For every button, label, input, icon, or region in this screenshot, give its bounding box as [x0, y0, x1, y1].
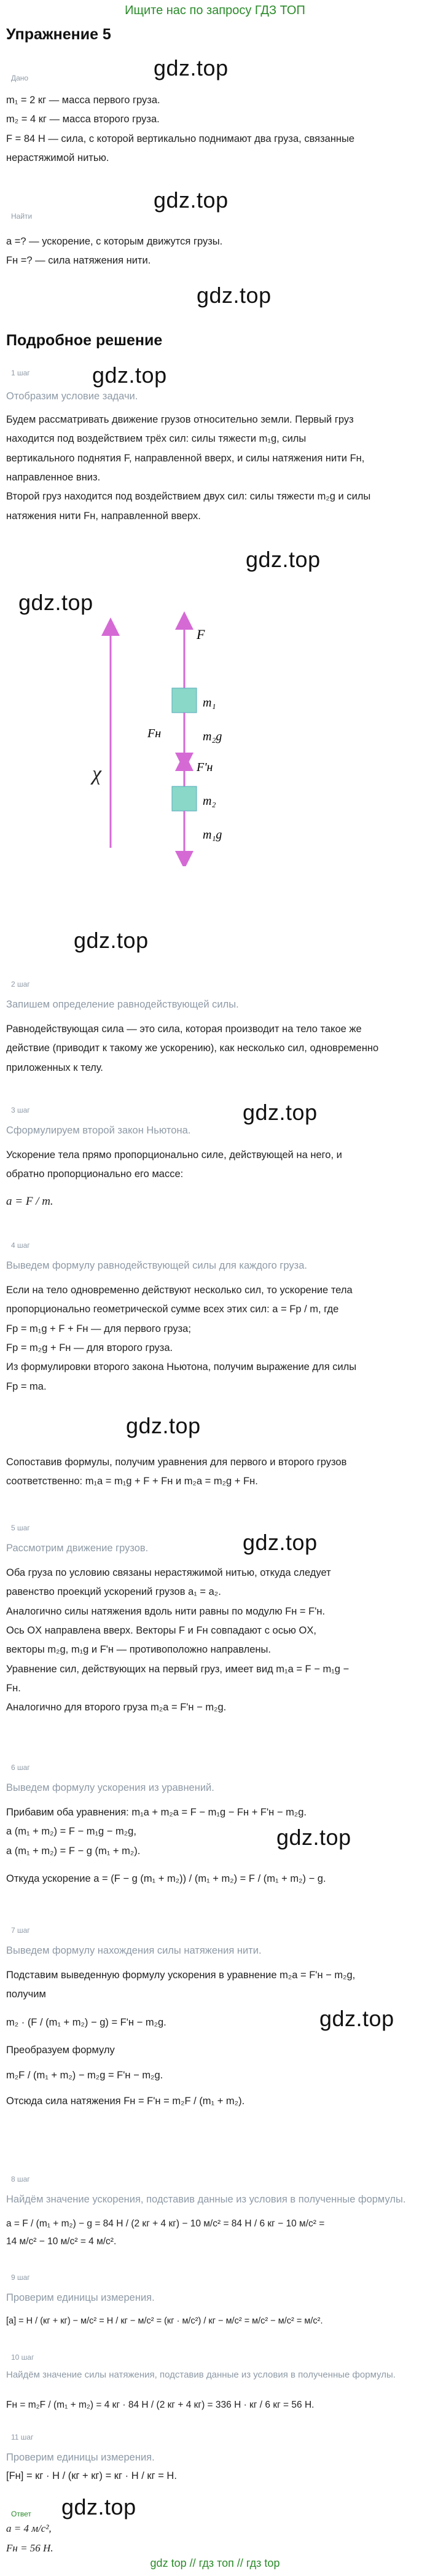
step-line: обратно пропорционально его массе: [6, 1169, 184, 1180]
step-body [6, 2313, 323, 2330]
watermark: gdz.top [154, 55, 229, 80]
step-line: 14 м/с² − 10 м/с² = 4 м/с². [6, 2236, 117, 2247]
step-line: Откуда ускорение a = (F − g (m₁ + m₂)) / (m₁ + m₂) = F / (m₁ + m₂) − g. [6, 1873, 326, 1885]
find-line: a =? — ускорение, с которым движутся грузы. [6, 236, 223, 247]
step-line: Ось OX направлена вверх. Векторы F и Fн совпадают с осью OX, [6, 1625, 316, 1637]
step-line: соответственно: m₁a = m₁g + F + Fн и m₂a = m₂g + Fн. [6, 1476, 258, 1487]
mass-1-label: m₁ [203, 696, 216, 710]
step-line: натяжения нити Fн, направленной вверх. [6, 510, 201, 522]
step-line: Подставим выведенную формулу ускорения в уравнение m₂a = F'н − m₂g, [6, 1970, 356, 1981]
answer-line: Fн = 56 H. [6, 2542, 53, 2554]
watermark: gdz.top [61, 2494, 136, 2519]
step-line: Сопоставив формулы, получим уравнения для первого и второго грузов [6, 1457, 347, 1468]
solution-title: Подробное решение [6, 332, 163, 349]
step-line: Fн. [6, 1683, 21, 1694]
given-line: нерастяжимой нитью. [6, 152, 109, 164]
step-line: приложенных к телу. [6, 1062, 103, 1073]
find-label: Найти [11, 212, 33, 221]
step-line: пропорционально геометрической сумме всех этих сил: a = Fp / m, где [6, 1304, 339, 1315]
step-note: Проверим единицы измерения. [6, 2292, 155, 2303]
step-line: Второй груз находится под воздействием двух сил: силы тяжести m₂g и силы [6, 491, 371, 503]
step-line: Fp = m₂g + Fн — для второго груза. [6, 1342, 173, 1354]
step-line: Оба груза по условию связаны нерастяжимой нитью, откуда следует [6, 1567, 331, 1578]
find-line: Fн =? — сила натяжения нити. [6, 255, 151, 267]
step-label: 1 шаг [11, 369, 30, 377]
step-line: получим [6, 1989, 46, 2000]
step-note: Рассмотрим движение грузов. [6, 1543, 149, 1554]
watermark: gdz.top [154, 187, 229, 213]
step-line: находится под воздействием трёх сил: силы тяжести m₁g, силы [6, 433, 307, 445]
step-body [6, 2215, 324, 2251]
step-line: Равнодействующая сила — это сила, которая производит на тело такое же [6, 1024, 362, 1035]
step-body [6, 1281, 356, 1396]
given-label: Дано [11, 74, 29, 82]
given-line: m₂ = 4 кг — масса второго груза. [6, 114, 160, 125]
watermark: gdz.top [92, 362, 167, 388]
watermark: gdz.top [276, 1825, 351, 1850]
step-body-cont [6, 1453, 346, 1492]
step-note: Запишем определение равнодействующей силы. [6, 999, 239, 1010]
step-label: 3 шаг [11, 1106, 30, 1114]
step-line: вертикального поднятия F, направленной вверх, и силы натяжения нити Fн, [6, 452, 365, 464]
answer-label: Ответ [11, 2510, 31, 2518]
given-block [6, 91, 354, 168]
step-line: a = F / (m₁ + m₂) − g = 84 H / (2 кг + 4 кг) − 10 м/с² = 84 H / 6 кг − 10 м/с² = [6, 2218, 325, 2229]
watermark: gdz.top [74, 928, 149, 953]
step-note: Проверим единицы измерения. [6, 2452, 155, 2463]
step-label: 2 шаг [11, 980, 30, 989]
step-line: Будем рассматривать движение грузов относительно земли. Первый груз [6, 414, 354, 425]
step-body [6, 1146, 342, 1213]
watermark: gdz.top [126, 1413, 201, 1438]
footer-links[interactable]: gdz top // гдз топ // гдз top [150, 2557, 280, 2569]
watermark: gdz.top [319, 2006, 394, 2031]
step-line: Fp = m₁g + F + Fн — для первого груза; [6, 1323, 191, 1334]
given-line: m₁ = 2 кг — масса первого груза. [6, 95, 160, 106]
step-label: 7 шаг [11, 1926, 30, 1935]
answer-line: a = 4 м/с², [6, 2523, 52, 2534]
watermark: gdz.top [18, 590, 93, 615]
step-line: a = F / m. [6, 1194, 53, 1208]
exercise-title: Упражнение 5 [6, 26, 111, 43]
step-label: 9 шаг [11, 2273, 30, 2282]
step-body [6, 410, 370, 526]
step-body [6, 1020, 378, 1078]
step-line: a (m₁ + m₂) = F − g (m₁ + m₂). [6, 1845, 141, 1857]
step-line: Отсюда сила натяжения Fн = F'н = m₂F / (m₁ + m₂). [6, 2095, 245, 2107]
step-line: a (m₁ + m₂) = F − m₁g − m₂g, [6, 1826, 136, 1838]
step-line: Преобразуем формулу [6, 2045, 115, 2056]
step-line: Аналогично для второго груза m₂a = F'н − m₂g. [6, 1702, 227, 1713]
mass-2-box [172, 786, 197, 811]
step-line: Fн = m₂F / (m₁ + m₂) = 4 кг · 84 H / (2 кг + 4 кг) = 336 H · кг / 6 кг = 56 H. [6, 2400, 315, 2410]
force-f-label: F [197, 627, 205, 642]
step-note: Найдём значение ускорения, подставив данные из условия в полученные формулы. [6, 2194, 406, 2205]
step-note: Сформулируем второй закон Ньютона. [6, 1125, 191, 1136]
step-label: 8 шаг [11, 2175, 30, 2183]
step-line: Если на тело одновременно действуют несколько сил, то ускорение тела [6, 1285, 353, 1296]
step-line: направленное вниз. [6, 472, 101, 483]
top-search-link[interactable]: Ищите нас по запросу ГДЗ ТОП [125, 4, 305, 17]
step-note: Выведем формулу нахождения силы натяжения нити. [6, 1945, 262, 1956]
step-body [6, 1966, 355, 2111]
chi-label: χ [92, 762, 101, 785]
step-label: 4 шаг [11, 1241, 30, 1250]
step-line: [a] = H / (кг + кг) − м/с² = H / кг − м/с² = (кг · м/с²) / кг − м/с² = м/с² − м/с² = м/с². [6, 2316, 323, 2326]
step-line: векторы m₂g, m₁g и F'н — противоположно направлены. [6, 1644, 271, 1656]
step-body [6, 2467, 177, 2486]
step-line: Ускорение тела прямо пропорционально силе, действующей на него, и [6, 1149, 342, 1161]
watermark: gdz.top [243, 1530, 318, 1555]
step-label: 5 шаг [11, 1524, 30, 1532]
mass-1-box [172, 688, 197, 713]
tension-2-label: F'н [197, 761, 213, 774]
tension-label: Fн [147, 727, 162, 740]
answer-block [6, 2519, 53, 2559]
m1g-label: m₁g [203, 828, 222, 842]
step-label: 11 шаг [11, 2433, 34, 2441]
step-label: 10 шаг [11, 2353, 34, 2362]
given-line: F = 84 H — сила, с которой вертикально поднимают два груза, связанные [6, 133, 355, 144]
step-line: [Fн] = кг · H / (кг + кг) = кг · H / кг = H. [6, 2470, 177, 2481]
step-line: Аналогично силы натяжения вдоль нити равны по модулю Fн = F'н. [6, 1605, 326, 1617]
m2g-label: m₂g [203, 730, 222, 743]
force-diagram [0, 608, 430, 866]
step-body [6, 1564, 349, 1718]
step-note: Выведем формулу ускорения из уравнений. [6, 1782, 214, 1793]
step-line: Fp = ma. [6, 1380, 47, 1392]
step-line: Из формулировки второго закона Ньютона, получим выражение для силы [6, 1361, 357, 1373]
step-line: Уравнение сил, действующих на первый груз, имеет вид m₁a = F − m₁g − [6, 1663, 350, 1675]
watermark: gdz.top [243, 1100, 318, 1125]
step-label: 6 шаг [11, 1763, 30, 1772]
step-line: действие (приводит к такому же ускорению), как несколько сил, одновременно [6, 1043, 379, 1054]
step-line: Прибавим оба уравнения: m₁a + m₂a = F − m₁g − Fн + F'н − m₂g. [6, 1807, 307, 1818]
step-line: m₂ · (F / (m₁ + m₂) − g) = F'н − m₂g. [6, 2016, 166, 2028]
step-note: Отобразим условие задачи. [6, 391, 138, 402]
mass-2-label: m₂ [203, 794, 216, 808]
watermark: gdz.top [246, 547, 321, 572]
step-line: m₂F / (m₁ + m₂) − m₂g = F'н − m₂g. [6, 2070, 163, 2081]
step-note: Найдём значение силы натяжения, подставив данные из условия в полученные формулы. [6, 2370, 396, 2380]
find-block [6, 232, 222, 271]
step-note: Выведем формулу равнодействующей силы для каждого груза. [6, 1260, 307, 1271]
step-line: равенство проекций ускорений грузов a₁ = a₂. [6, 1586, 221, 1598]
watermark: gdz.top [197, 283, 272, 308]
step-body [6, 2396, 314, 2414]
